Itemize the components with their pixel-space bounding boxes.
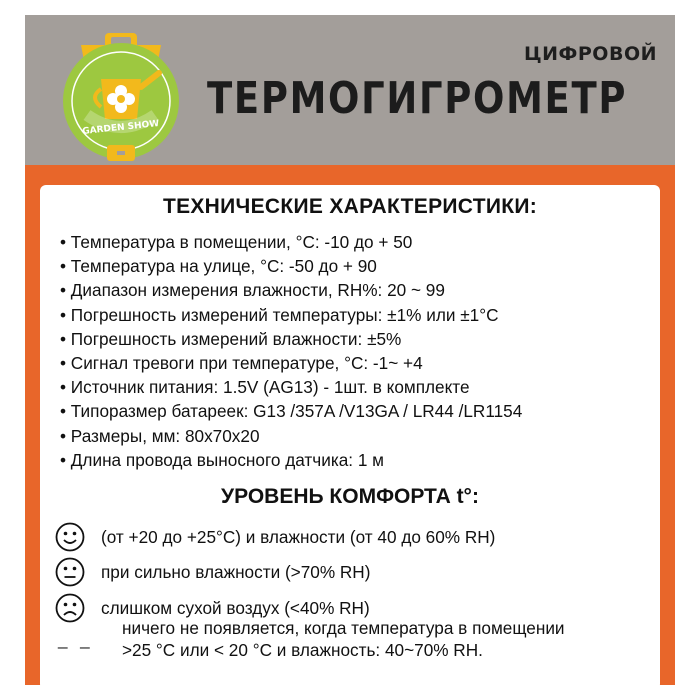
- spec-item: • Источник питания: 1.5V (AG13) - 1шт. в комплекте: [60, 375, 522, 399]
- spec-list: [60, 230, 522, 472]
- spec-item: • Диапазон измерения влажности, RH%: 20 ~ 99: [60, 278, 522, 302]
- spec-item: • Типоразмер батареек: G13 /357A /V13GA / LR44 /LR1154: [60, 399, 522, 423]
- spec-item: • Погрешность измерений температуры: ±1% или ±1°C: [60, 303, 522, 327]
- comfort-row-neutral: [55, 557, 370, 587]
- spec-item: • Погрешность измерений влажности: ±5%: [60, 327, 522, 351]
- neutral-face-icon: [55, 557, 85, 587]
- no-display-symbol: _ _: [58, 630, 94, 649]
- comfort-happy-text: (от +20 до +25°C) и влажности (от 40 до 60% RH): [101, 526, 496, 547]
- product-title: ТЕРМОГИГРОМЕТР: [207, 73, 628, 124]
- spec-item: • Длина провода выносного датчика: 1 м: [60, 448, 522, 472]
- garden-show-logo: [47, 27, 195, 167]
- spec-item: • Температура на улице, °C: -50 до + 90: [60, 254, 522, 278]
- comfort-sad-text: слишком сухой воздух (<40% RH): [101, 597, 370, 618]
- no-display-line-2: >25 °C или < 20 °C и влажность: 40~70% RH.: [122, 640, 483, 660]
- spec-item: • Размеры, мм: 80x70x20: [60, 424, 522, 448]
- comfort-row-happy: [55, 522, 495, 552]
- logo-text: GARDEN SHOW: [81, 119, 160, 138]
- header: [25, 15, 675, 165]
- product-subtitle: ЦИФРОВОЙ: [524, 43, 657, 65]
- happy-face-icon: [55, 522, 85, 552]
- no-display-text: [122, 617, 565, 661]
- comfort-heading: УРОВЕНЬ КОМФОРТА t°:: [221, 485, 479, 508]
- spec-item: • Сигнал тревоги при температуре, °C: -1~ +4: [60, 351, 522, 375]
- no-display-line-1: ничего не появляется, когда температура в помещении: [122, 618, 565, 638]
- content-panel: [40, 185, 660, 690]
- label-frame: [25, 15, 675, 685]
- comfort-neutral-text: при сильно влажности (>70% RH): [101, 561, 371, 582]
- sad-face-icon: [55, 593, 85, 623]
- spec-item: • Температура в помещении, °C: -10 до + 50: [60, 230, 522, 254]
- specs-heading: ТЕХНИЧЕСКИЕ ХАРАКТЕРИСТИКИ:: [162, 195, 538, 218]
